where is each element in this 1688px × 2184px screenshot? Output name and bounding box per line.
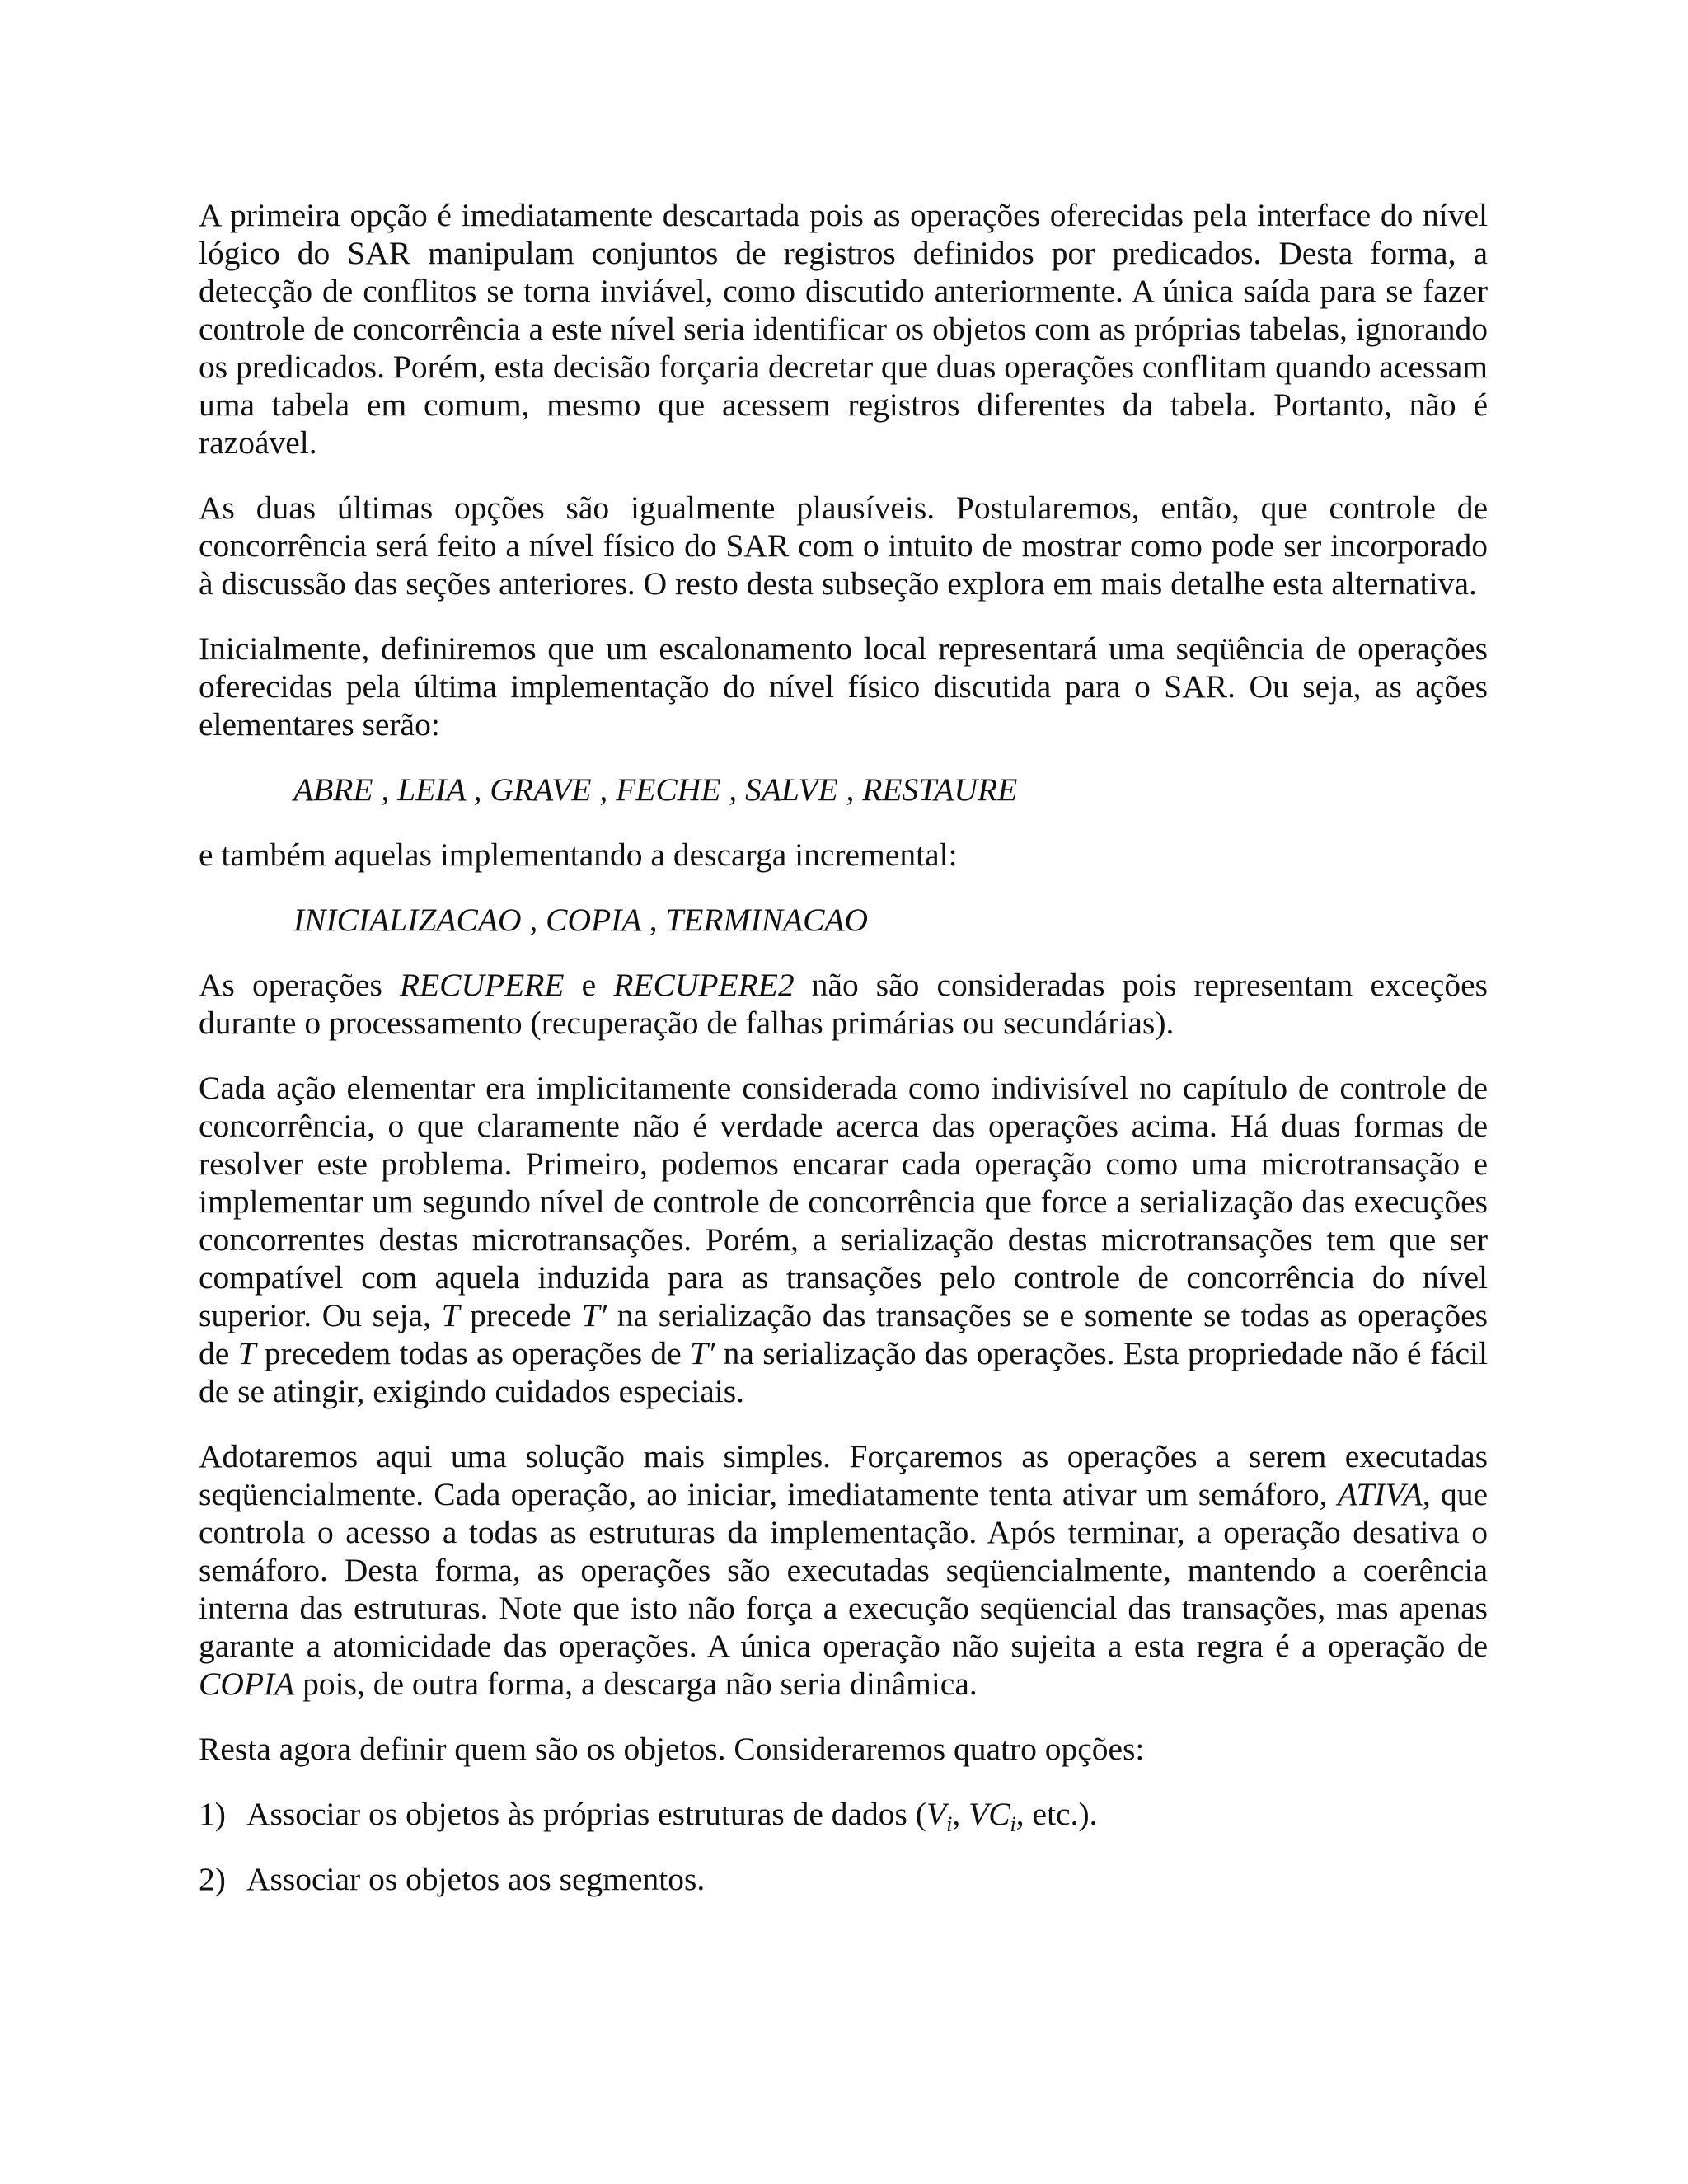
italic-term: RECUPERE2 bbox=[613, 967, 795, 1003]
paragraph-2: As duas últimas opções são igualmente plausíveis. Postularemos, então, que controle de concorrência será feito a nível físico do SAR com o intuito de mostrar como pode ser incorporado à discussão das seções anteriores. O resto desta subseção explora em mais detalhe esta alternativa. bbox=[199, 490, 1488, 602]
italic-term: T′ bbox=[581, 1297, 607, 1333]
list-number: 1) bbox=[199, 1796, 226, 1832]
paragraph-5 bbox=[199, 966, 1488, 1042]
list-text: Associar os objetos aos segmentos. bbox=[246, 1861, 706, 1897]
text-run: As operações bbox=[199, 967, 400, 1003]
italic-term: COPIA bbox=[199, 1666, 295, 1702]
text-run: pois, de outra forma, a descarga não seria dinâmica. bbox=[294, 1666, 978, 1702]
paragraph-6 bbox=[199, 1069, 1488, 1410]
text-run: precedem todas as operações de bbox=[256, 1335, 690, 1371]
text-run: na serialização das operações. Esta propriedade não é fácil de se atingir, exigindo cuidados especiais. bbox=[199, 1335, 1488, 1409]
text-run: Cada ação elementar era implicitamente considerada como indivisível no capítulo de controle de concorrência, o que claramente não é verdade acerca das operações acima. Há duas formas de resolver este problema. Primeiro, podemos encarar cada operação como uma microtransação e implementar um segundo nível de controle de concorrência que force a serialização das execuções concorrentes destas microtransações. Porém, a serialização destas microtransações tem que ser compatível com aquela induzida para as transações pelo controle de concorrência do nível superior. Ou seja, bbox=[199, 1070, 1488, 1333]
text-run: e bbox=[564, 967, 614, 1003]
list-item-1 bbox=[199, 1795, 1488, 1836]
italic-term: ATIVA bbox=[1337, 1476, 1423, 1512]
text-run: Associar os objetos às próprias estruturas de dados ( bbox=[246, 1796, 926, 1832]
italic-symbol: VC bbox=[968, 1796, 1010, 1832]
text-run: na serialização das transações se e somente se todas as operações de bbox=[199, 1297, 1488, 1371]
text-run: , etc.). bbox=[1015, 1796, 1098, 1832]
italic-symbol: V bbox=[926, 1796, 947, 1832]
operations-list-1: ABRE , LEIA , GRAVE , FECHE , SALVE , RESTAURE bbox=[293, 771, 1018, 808]
text-run: Adotaremos aqui uma solução mais simples. Forçaremos as operações a serem executadas seqüencialmente. Cada operação, ao iniciar, imediatamente tenta ativar um semáforo, bbox=[199, 1438, 1488, 1512]
paragraph-4: e também aquelas implementando a descarga incremental: bbox=[199, 837, 958, 873]
text-run: não são consideradas pois representam exceções durante o processamento (recuperação de falhas primárias ou secundárias). bbox=[199, 967, 1488, 1041]
paragraph-7 bbox=[199, 1437, 1488, 1703]
italic-term: T bbox=[237, 1335, 256, 1371]
italic-term: T′ bbox=[689, 1335, 715, 1371]
italic-term: RECUPERE bbox=[399, 967, 565, 1003]
paragraph-3: Inicialmente, definiremos que um escalonamento local representará uma seqüência de operações oferecidas pela última implementação do nível físico discutida para o SAR. Ou seja, as ações elementares serão: bbox=[199, 630, 1488, 743]
subscript: i bbox=[1010, 1812, 1016, 1836]
text-run: precede bbox=[459, 1297, 582, 1333]
italic-term: T bbox=[441, 1297, 460, 1333]
text-run: , que controla o acesso a todas as estruturas da implementação. Após terminar, a operação desativa o semáforo. Desta forma, as operações são executadas seqüencialmente, mantendo a coerência interna das estruturas. Note que isto não força a execução seqüencial das transações, mas apenas garante a atomicidade das operações. A única operação não sujeita a esta regra é a operação de bbox=[199, 1476, 1488, 1664]
list-item-2 bbox=[199, 1860, 1488, 1898]
paragraph-8: Resta agora definir quem são os objetos. Consideraremos quatro opções: bbox=[199, 1731, 1145, 1767]
paragraph-1: A primeira opção é imediatamente descartada pois as operações oferecidas pela interface do nível lógico do SAR manipulam conjuntos de registros definidos por predicados. Desta forma, a detecção de conflitos se torna inviável, como discutido anteriormente. A única saída para se fazer controle de concorrência a este nível seria identificar os objetos com as próprias tabelas, ignorando os predicados. Porém, esta decisão forçaria decretar que duas operações conflitam quando acessam uma tabela em comum, mesmo que acessem registros diferentes da tabela. Portanto, não é razoável. bbox=[199, 197, 1488, 461]
list-number: 2) bbox=[199, 1861, 226, 1897]
list-text bbox=[246, 1795, 1098, 1836]
document-page bbox=[199, 196, 1488, 1925]
subscript: i bbox=[946, 1812, 953, 1836]
text-run: , bbox=[952, 1796, 969, 1832]
operations-list-2: INICIALIZACAO , COPIA , TERMINACAO bbox=[293, 902, 869, 938]
